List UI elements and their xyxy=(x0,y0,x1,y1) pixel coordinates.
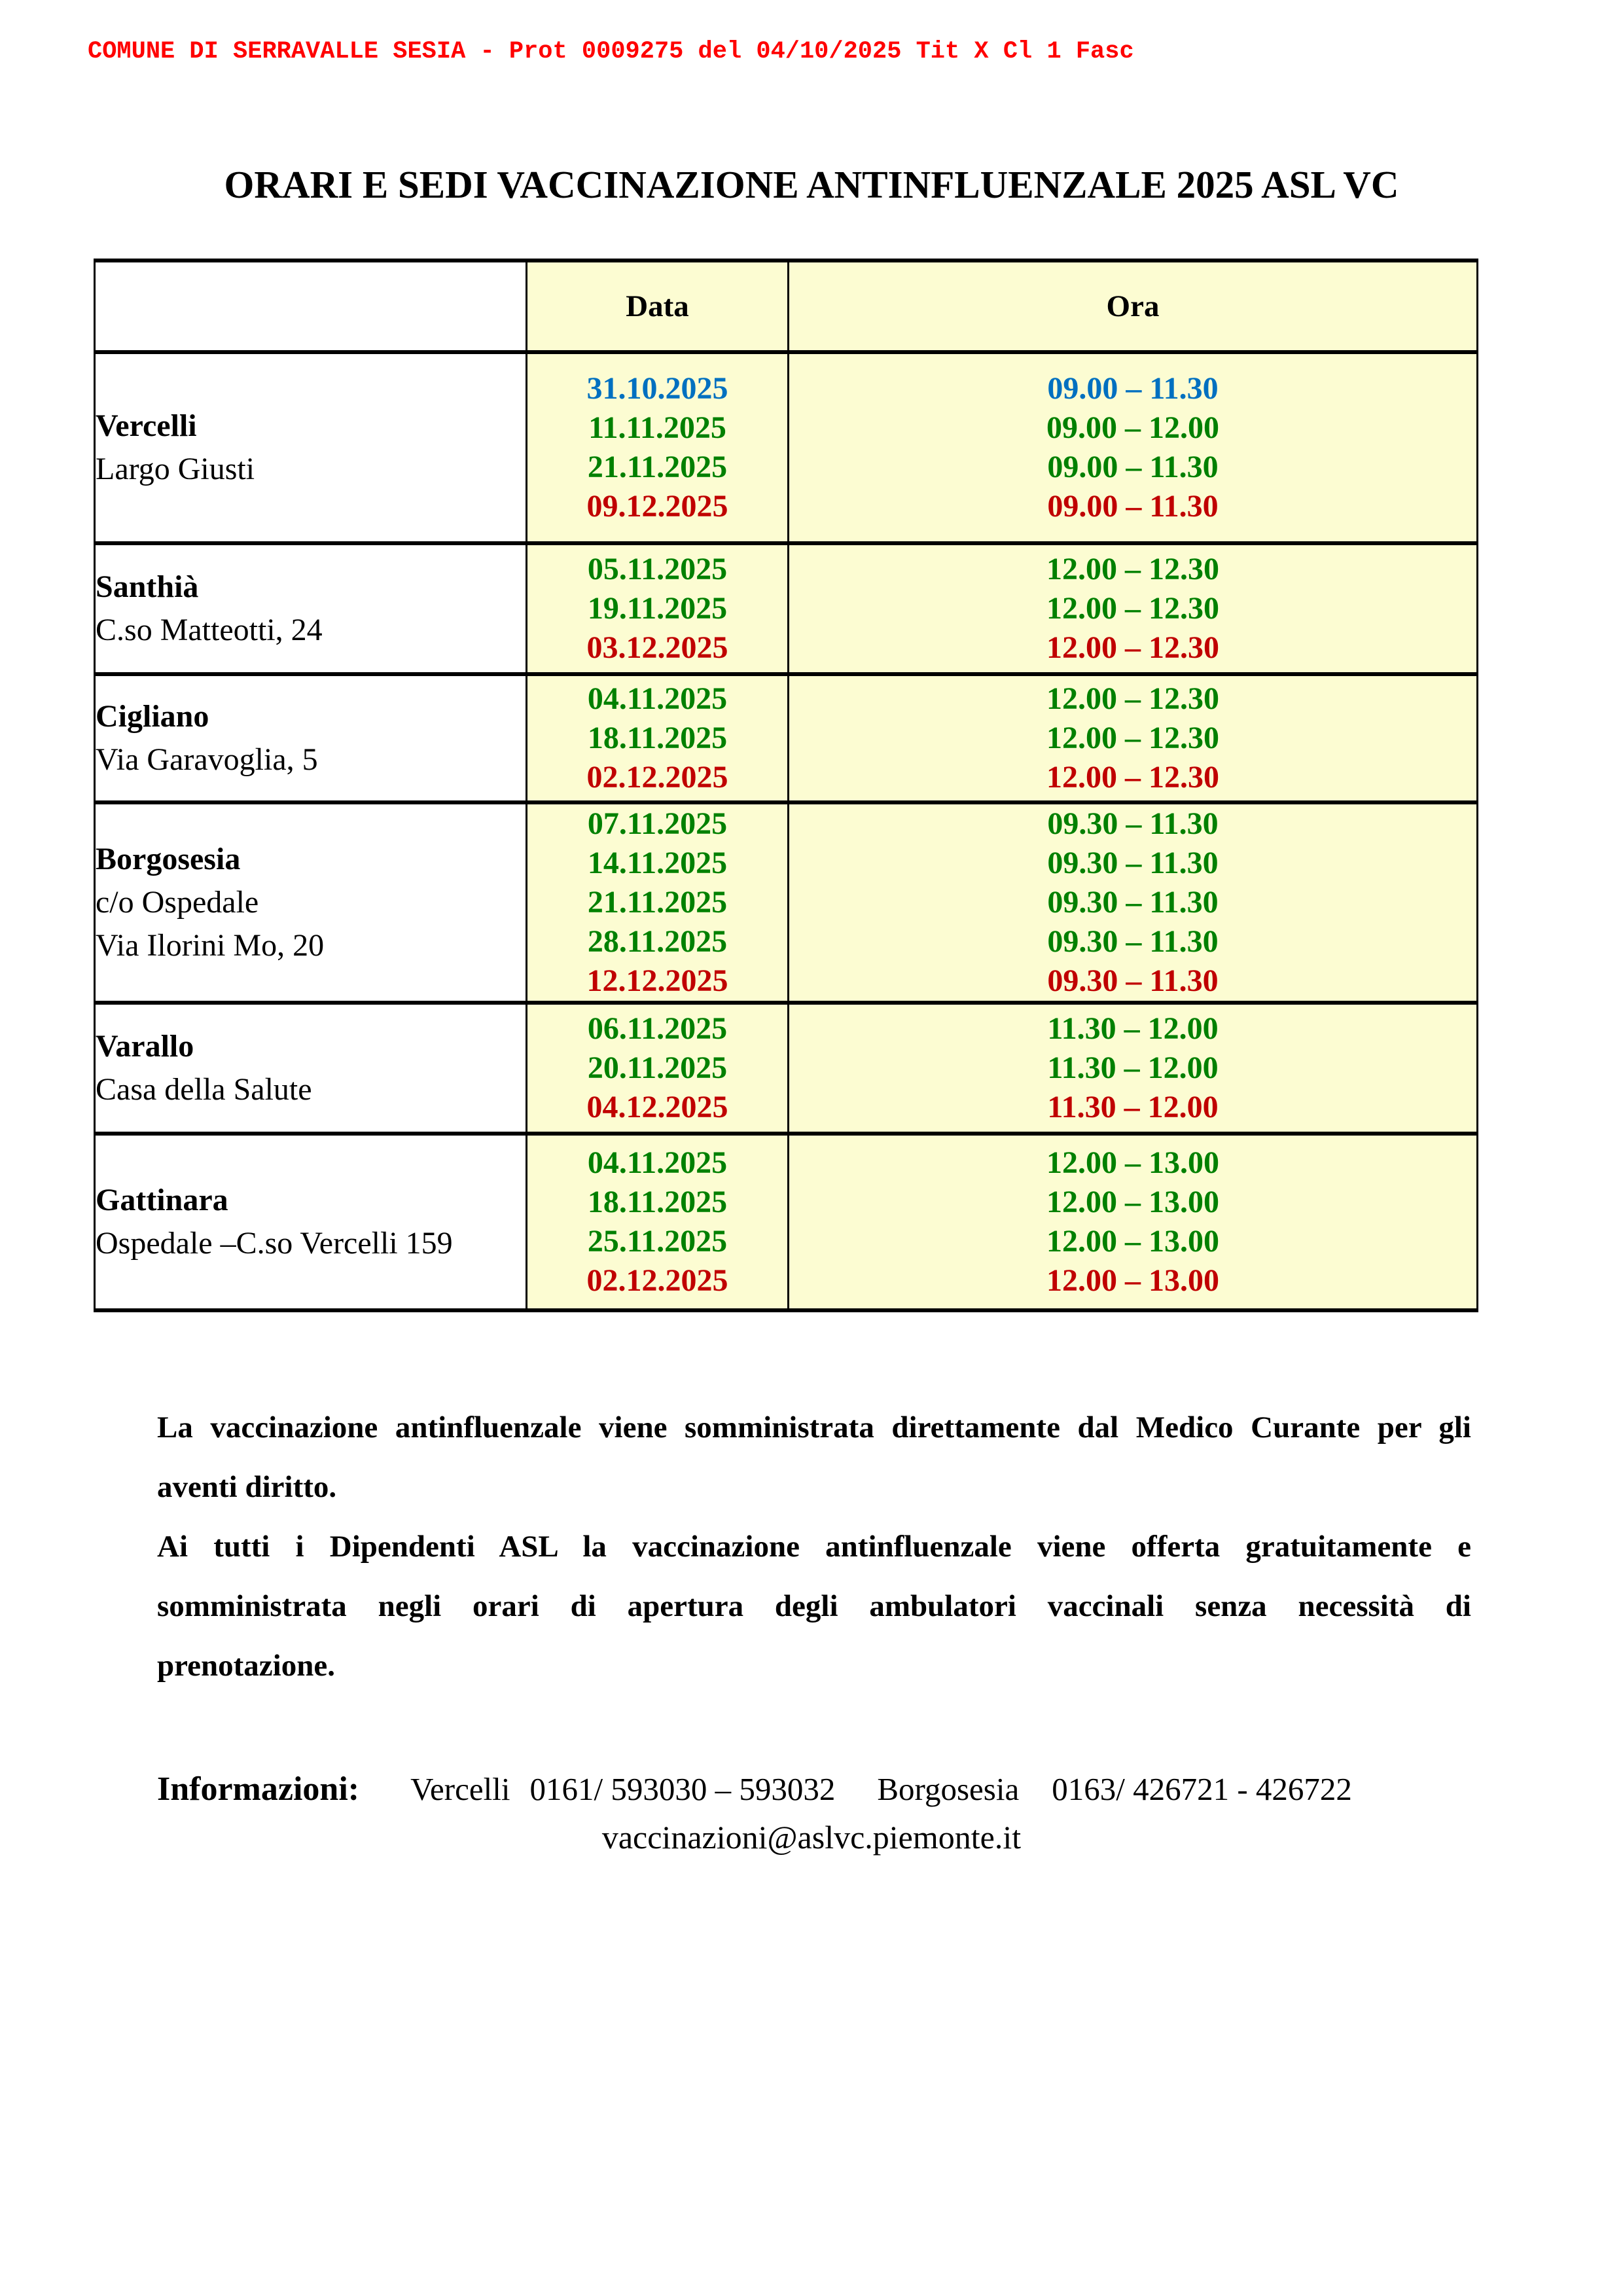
time-value: 09.30 – 11.30 xyxy=(1047,924,1219,959)
time-value: 09.30 – 11.30 xyxy=(1047,963,1219,998)
time-cell xyxy=(789,1134,1478,1310)
time-value: 12.00 – 13.00 xyxy=(1046,1185,1219,1219)
date-value: 11.11.2025 xyxy=(588,410,726,445)
time-cell xyxy=(789,1003,1478,1134)
date-value: 21.11.2025 xyxy=(587,450,728,484)
time-cell xyxy=(789,674,1478,802)
time-value: 09.30 – 11.30 xyxy=(1047,885,1219,920)
date-value: 06.11.2025 xyxy=(587,1011,728,1046)
location-cell xyxy=(95,802,527,1003)
schedule-tbody xyxy=(95,352,1478,1310)
date-value: 18.11.2025 xyxy=(587,1185,728,1219)
time-value: 09.00 – 11.30 xyxy=(1047,371,1219,406)
date-value: 02.12.2025 xyxy=(586,760,728,795)
time-value: 11.30 – 12.00 xyxy=(1047,1090,1219,1124)
date-cell xyxy=(527,352,789,543)
time-value: 12.00 – 12.30 xyxy=(1046,630,1219,665)
date-cell xyxy=(527,802,789,1003)
protocol-line: COMUNE DI SERRAVALLE SESIA - Prot 0009275 del 04/10/2025 Tit X Cl 1 Fasc xyxy=(88,38,1134,65)
table-row xyxy=(95,1134,1478,1310)
time-cell xyxy=(789,802,1478,1003)
time-value: 12.00 – 12.30 xyxy=(1046,760,1219,795)
time-value: 12.00 – 12.30 xyxy=(1046,591,1219,626)
info-line xyxy=(157,1770,1352,1808)
table-row xyxy=(95,674,1478,802)
date-value: 04.12.2025 xyxy=(586,1090,728,1124)
location-address-line: Largo Giusti xyxy=(96,452,255,486)
info-city-borgosesia: Borgosesia xyxy=(877,1771,1020,1807)
date-value: 12.12.2025 xyxy=(586,963,728,998)
info-label: Informazioni: xyxy=(157,1770,360,1808)
location-name: Vercelli xyxy=(96,408,197,443)
time-value: 12.00 – 12.30 xyxy=(1046,552,1219,586)
location-cell xyxy=(95,674,527,802)
date-value: 21.11.2025 xyxy=(587,885,728,920)
time-value: 09.00 – 12.00 xyxy=(1046,410,1219,445)
time-value: 09.30 – 11.30 xyxy=(1047,806,1219,841)
date-value: 02.12.2025 xyxy=(586,1263,728,1298)
location-address-line: C.so Matteotti, 24 xyxy=(96,613,323,647)
date-value: 28.11.2025 xyxy=(587,924,728,959)
location-cell xyxy=(95,1134,527,1310)
location-address-line: Via Garavoglia, 5 xyxy=(96,742,318,777)
note-line: prenotazione. xyxy=(157,1649,335,1683)
table-row xyxy=(95,352,1478,543)
vaccination-schedule-table xyxy=(94,259,1478,1312)
time-value: 09.30 – 11.30 xyxy=(1047,846,1219,880)
location-address-line: Via Ilorini Mo, 20 xyxy=(96,928,325,963)
info-phone-vercelli: 0161/ 593030 – 593032 xyxy=(529,1771,836,1807)
note-paragraph xyxy=(157,1398,1471,1517)
email-address: vaccinazioni@aslvc.piemonte.it xyxy=(601,1819,1022,1856)
time-value: 12.00 – 13.00 xyxy=(1046,1145,1219,1180)
date-value: 31.10.2025 xyxy=(586,371,728,406)
note-line: somministrata negli orari di apertura degli ambulatori vaccinali senza necessità di xyxy=(157,1589,1471,1623)
date-value: 04.11.2025 xyxy=(587,1145,728,1180)
date-value: 19.11.2025 xyxy=(587,591,728,626)
location-address-line: Ospedale –C.so Vercelli 159 xyxy=(96,1226,453,1261)
date-value: 14.11.2025 xyxy=(587,846,728,880)
location-name: Cigliano xyxy=(96,699,209,734)
date-cell xyxy=(527,674,789,802)
table-header-row xyxy=(95,260,1478,352)
note-paragraph xyxy=(157,1517,1471,1696)
date-value: 05.11.2025 xyxy=(587,552,728,586)
date-value: 03.12.2025 xyxy=(586,630,728,665)
date-value: 20.11.2025 xyxy=(587,1050,728,1085)
info-city-vercelli: Vercelli xyxy=(410,1771,510,1807)
location-name: Santhià xyxy=(96,569,199,604)
info-phone-borgosesia: 0163/ 426721 - 426722 xyxy=(1052,1771,1352,1807)
time-value: 12.00 – 13.00 xyxy=(1046,1263,1219,1298)
date-value: 07.11.2025 xyxy=(587,806,728,841)
page-title: ORARI E SEDI VACCINAZIONE ANTINFLUENZALE 2025 ASL VC xyxy=(224,163,1399,206)
time-cell xyxy=(789,543,1478,674)
table-row xyxy=(95,1003,1478,1134)
time-value: 12.00 – 12.30 xyxy=(1046,721,1219,755)
date-value: 18.11.2025 xyxy=(587,721,728,755)
time-value: 09.00 – 11.30 xyxy=(1047,450,1219,484)
location-address-line: Casa della Salute xyxy=(96,1072,312,1107)
column-header-data: Data xyxy=(527,260,789,352)
location-cell xyxy=(95,352,527,543)
table-row xyxy=(95,543,1478,674)
date-value: 04.11.2025 xyxy=(587,681,728,716)
location-address-line: c/o Ospedale xyxy=(96,885,259,920)
note-line: La vaccinazione antinfluenzale viene somministrata direttamente dal Medico Curante per gli xyxy=(157,1410,1471,1444)
date-cell xyxy=(527,1003,789,1134)
time-cell xyxy=(789,352,1478,543)
date-cell xyxy=(527,543,789,674)
time-value: 12.00 – 13.00 xyxy=(1046,1224,1219,1259)
time-value: 11.30 – 12.00 xyxy=(1047,1050,1219,1085)
date-value: 25.11.2025 xyxy=(587,1224,728,1259)
time-value: 12.00 – 12.30 xyxy=(1046,681,1219,716)
table-row xyxy=(95,802,1478,1003)
location-cell xyxy=(95,1003,527,1134)
notes-section xyxy=(157,1398,1471,1696)
time-value: 11.30 – 12.00 xyxy=(1047,1011,1219,1046)
time-value: 09.00 – 11.30 xyxy=(1047,489,1219,524)
location-cell xyxy=(95,543,527,674)
date-cell xyxy=(527,1134,789,1310)
column-header-location xyxy=(95,260,527,352)
column-header-ora: Ora xyxy=(789,260,1478,352)
location-name: Gattinara xyxy=(96,1183,228,1217)
note-line: aventi diritto. xyxy=(157,1470,337,1504)
date-value: 09.12.2025 xyxy=(586,489,728,524)
note-line: Ai tutti i Dipendenti ASL la vaccinazione antinfluenzale viene offerta gratuitamente e xyxy=(157,1530,1471,1564)
location-name: Borgosesia xyxy=(96,842,241,876)
location-name: Varallo xyxy=(96,1029,194,1064)
